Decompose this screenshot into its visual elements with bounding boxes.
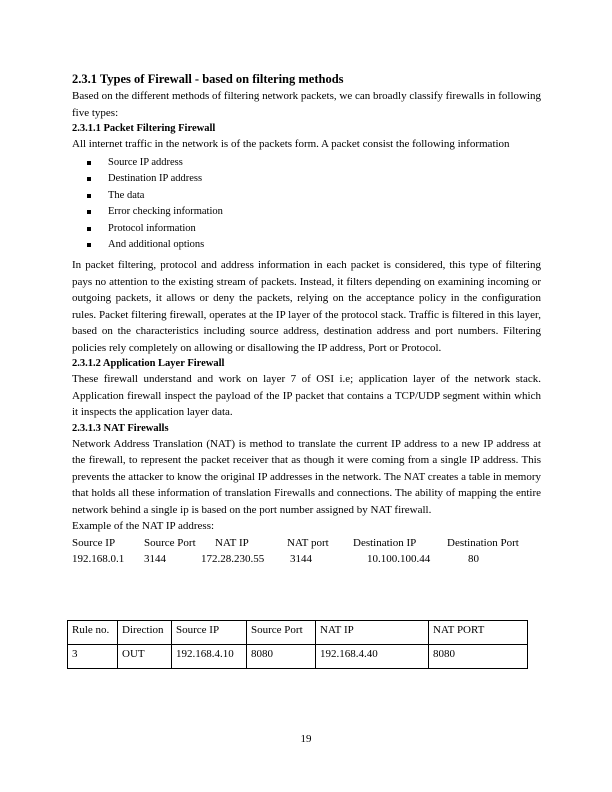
packet-filtering-body: In packet filtering, protocol and address information in each packet is considered, this type of filtering pays no attention to the existing stream of packets. Instead, it filters depending on examining incoming or outgoing packets, it allows or deny the packets, relying on the acceptance policy in the configuration rules. Packet filtering firewall, operates at the IP layer of the protocol stack. Traffic is filtered in this layer, based on the characteristics including source address, destination address and port numbers. Filtering policies rely completely on allowing or disallowing the IP address, Port or Protocol.	[72, 259, 541, 354]
square-bullet-icon	[87, 177, 91, 181]
document-page	[72, 72, 541, 568]
list-item	[72, 221, 541, 238]
list-item	[72, 237, 541, 254]
example-value: 172.28.230.55	[201, 553, 265, 566]
example-value: 192.168.0.1	[72, 553, 125, 566]
table-header-cell: Source IP	[172, 621, 247, 645]
section-intro: Based on the different methods of filtering network packets, we can broadly classify firewalls in following five types:	[72, 90, 541, 119]
square-bullet-icon	[87, 161, 91, 165]
section-heading: 2.3.1 Types of Firewall - based on filtering methods	[72, 72, 344, 86]
list-item	[72, 155, 541, 172]
example-header: Destination IP	[353, 536, 417, 549]
example-value: 3144	[144, 553, 166, 566]
table-row	[68, 645, 528, 669]
list-item-text: Error checking information	[108, 206, 223, 218]
page-number: 19	[300, 733, 312, 745]
square-bullet-icon	[87, 194, 91, 198]
list-item-text: Protocol information	[108, 222, 196, 234]
example-value: 3144	[290, 553, 312, 566]
table-header-row	[68, 621, 528, 645]
example-header: NAT port	[287, 536, 329, 549]
nat-firewalls-heading: 2.3.1.3 NAT Firewalls	[72, 422, 169, 434]
table-header-cell: Source Port	[247, 621, 316, 645]
list-item-text: Destination IP address	[108, 173, 203, 185]
list-item	[72, 188, 541, 205]
square-bullet-icon	[87, 243, 91, 247]
example-header: Source Port	[144, 536, 196, 549]
example-header: Destination Port	[447, 536, 519, 549]
square-bullet-icon	[87, 210, 91, 214]
example-header: NAT IP	[215, 536, 249, 549]
packet-info-list	[72, 155, 541, 255]
nat-example-label: Example of the NAT IP address:	[72, 520, 215, 533]
table-cell: 3	[68, 645, 118, 669]
example-value: 80	[468, 553, 479, 566]
example-value: 10.100.100.44	[367, 553, 431, 566]
list-item-text: And additional options	[108, 239, 205, 251]
nat-example-value-row	[72, 551, 541, 568]
packet-filtering-heading: 2.3.1.1 Packet Filtering Firewall	[72, 123, 216, 134]
packet-filtering-intro: All internet traffic in the network is of the packets form. A packet consist the following information	[72, 138, 510, 150]
table-cell: 8080	[429, 645, 528, 669]
table-cell: 192.168.4.40	[316, 645, 429, 669]
table-header-cell: Rule no.	[68, 621, 118, 645]
nat-firewalls-body: Network Address Translation (NAT) is method to translate the current IP address to a new IP address at the firewall, to represent the packet receiver that as though it were coming from a single IP address. This prevents the attacker to know the original IP addresses in the network. The NAT creates a table in memory that holds all these information of translation Firewalls and connections. The ability of mapping the entire network behind a single ip is based on the port number assigned by NAT firewall.	[72, 437, 541, 516]
list-item-text: Source IP address	[108, 156, 183, 168]
table-cell: 192.168.4.10	[172, 645, 247, 669]
nat-example-header-row	[72, 535, 541, 552]
nat-rule-table	[67, 620, 528, 669]
table-header-cell: Direction	[118, 621, 172, 645]
table-header-cell: NAT IP	[316, 621, 429, 645]
table-cell: 8080	[247, 645, 316, 669]
list-item	[72, 204, 541, 221]
square-bullet-icon	[87, 227, 91, 231]
nat-example	[72, 518, 541, 568]
table-header-cell: NAT PORT	[429, 621, 528, 645]
application-layer-heading: 2.3.1.2 Application Layer Firewall	[72, 358, 225, 370]
application-layer-body: These firewall understand and work on layer 7 of OSI i.e; application layer of the network stack. Application firewall inspect the payload of the IP packet that contains a TCP/UDP segment within which it inspects the application layer data.	[72, 373, 541, 419]
list-item	[72, 171, 541, 188]
table-cell: OUT	[118, 645, 172, 669]
list-item-text: The data	[108, 189, 145, 201]
example-header: Source IP	[72, 536, 116, 549]
